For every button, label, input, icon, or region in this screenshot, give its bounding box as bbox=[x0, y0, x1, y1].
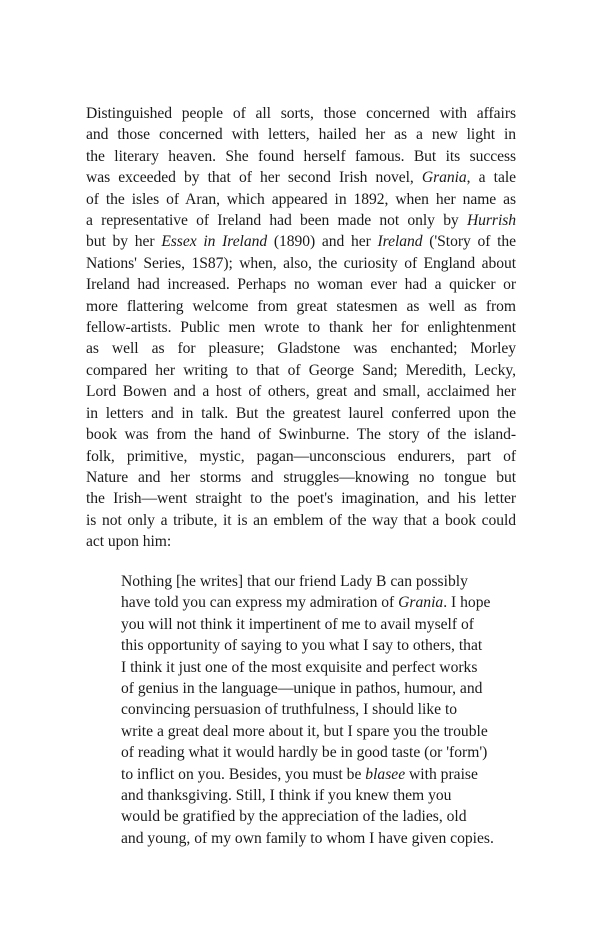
paragraph-line: folk, primitive, mystic, pagan—unconscious endurers, part of bbox=[86, 447, 516, 465]
paragraph-line: is not only a tribute, it is an emblem of the way that a book could bbox=[86, 511, 516, 529]
block-quote bbox=[121, 571, 517, 849]
paragraph-line: more flattering welcome from great statesmen as well as from bbox=[86, 297, 516, 315]
paragraph-text: but by her bbox=[86, 233, 162, 251]
paragraph-line: Distinguished people of all sorts, those concerned with affairs bbox=[86, 105, 516, 122]
title-hurrish: Hurrish bbox=[466, 212, 516, 230]
paragraph-line: of the isles of Aran, which appeared in 1892, when her name as bbox=[86, 190, 516, 208]
paragraph-line: book was from the hand of Swinburne. The story of the island- bbox=[86, 426, 516, 444]
quote-line bbox=[121, 592, 517, 613]
quote-line: of genius in the language—unique in pathos, humour, and bbox=[121, 680, 483, 698]
paragraph-text: (1890) and her bbox=[267, 233, 378, 251]
word-blasee: blasee bbox=[365, 765, 406, 783]
quote-line bbox=[121, 764, 517, 785]
title-grania: Grania bbox=[398, 594, 444, 612]
paragraph-text: ('Story of the bbox=[422, 233, 517, 251]
paragraph-line bbox=[86, 210, 516, 231]
body-paragraph bbox=[86, 103, 516, 553]
quote-line: write a great deal more about it, but I spare you the trouble bbox=[121, 722, 488, 740]
paragraph-line bbox=[86, 167, 516, 188]
paragraph-line bbox=[86, 231, 516, 252]
title-grania: Grania bbox=[421, 169, 467, 187]
quote-line: and thanksgiving. Still, I think if you knew them you bbox=[121, 787, 452, 805]
title-essex-in-ireland: Essex in Ireland bbox=[161, 233, 268, 251]
paragraph-line: Ireland had increased. Perhaps no woman ever had a quicker or bbox=[86, 276, 516, 294]
paragraph-text: , a tale bbox=[466, 169, 516, 187]
paragraph-line: Lord Bowen and a host of others, great and small, acclaimed her bbox=[86, 383, 516, 401]
quote-line: you will not think it impertinent of me to avail myself of bbox=[121, 615, 474, 633]
paragraph-line: and those concerned with letters, hailed her as a new light in bbox=[86, 126, 516, 144]
quote-text: . I hope bbox=[443, 594, 491, 612]
paragraph-line: Nature and her storms and struggles—knowing no tongue but bbox=[86, 468, 516, 486]
paragraph-line: act upon him: bbox=[86, 533, 172, 551]
quote-text: have told you can express my admiration of bbox=[121, 594, 399, 612]
paragraph-line: fellow-artists. Public men wrote to thank her for enlightenment bbox=[86, 319, 516, 337]
quote-line: Nothing [he writes] that our friend Lady B can possibly bbox=[121, 573, 468, 590]
paragraph-text: a representative of Ireland had been made not only by bbox=[86, 212, 467, 230]
quote-text: to inflict on you. Besides, you must be bbox=[121, 765, 366, 783]
title-ireland: Ireland bbox=[377, 233, 423, 251]
quote-line: of reading what it would hardly be in good taste (or 'form') bbox=[121, 744, 488, 762]
quote-text: with praise bbox=[405, 765, 478, 783]
paragraph-line: the Irish—went straight to the poet's imagination, and his letter bbox=[86, 490, 516, 508]
paragraph-line: the literary heaven. She found herself famous. But its success bbox=[86, 147, 516, 165]
paragraph-line: in letters and in talk. But the greatest laurel conferred upon the bbox=[86, 404, 516, 422]
paragraph-line: compared her writing to that of George Sand; Meredith, Lecky, bbox=[86, 361, 516, 379]
quote-line: convincing persuasion of truthfulness, I should like to bbox=[121, 701, 458, 719]
quote-line: I think it just one of the most exquisite and perfect works bbox=[121, 658, 478, 676]
paragraph-line: Nations' Series, 1S87); when, also, the curiosity of England about bbox=[86, 254, 516, 272]
paragraph-line: as well as for pleasure; Gladstone was enchanted; Morley bbox=[86, 340, 516, 358]
quote-line: would be gratified by the appreciation of the ladies, old bbox=[121, 808, 467, 826]
quote-line: and young, of my own family to whom I have given copies. bbox=[121, 829, 494, 847]
quote-line: this opportunity of saying to you what I say to others, that bbox=[121, 637, 483, 655]
paragraph-text: was exceeded by that of her second Irish novel, bbox=[86, 169, 422, 187]
